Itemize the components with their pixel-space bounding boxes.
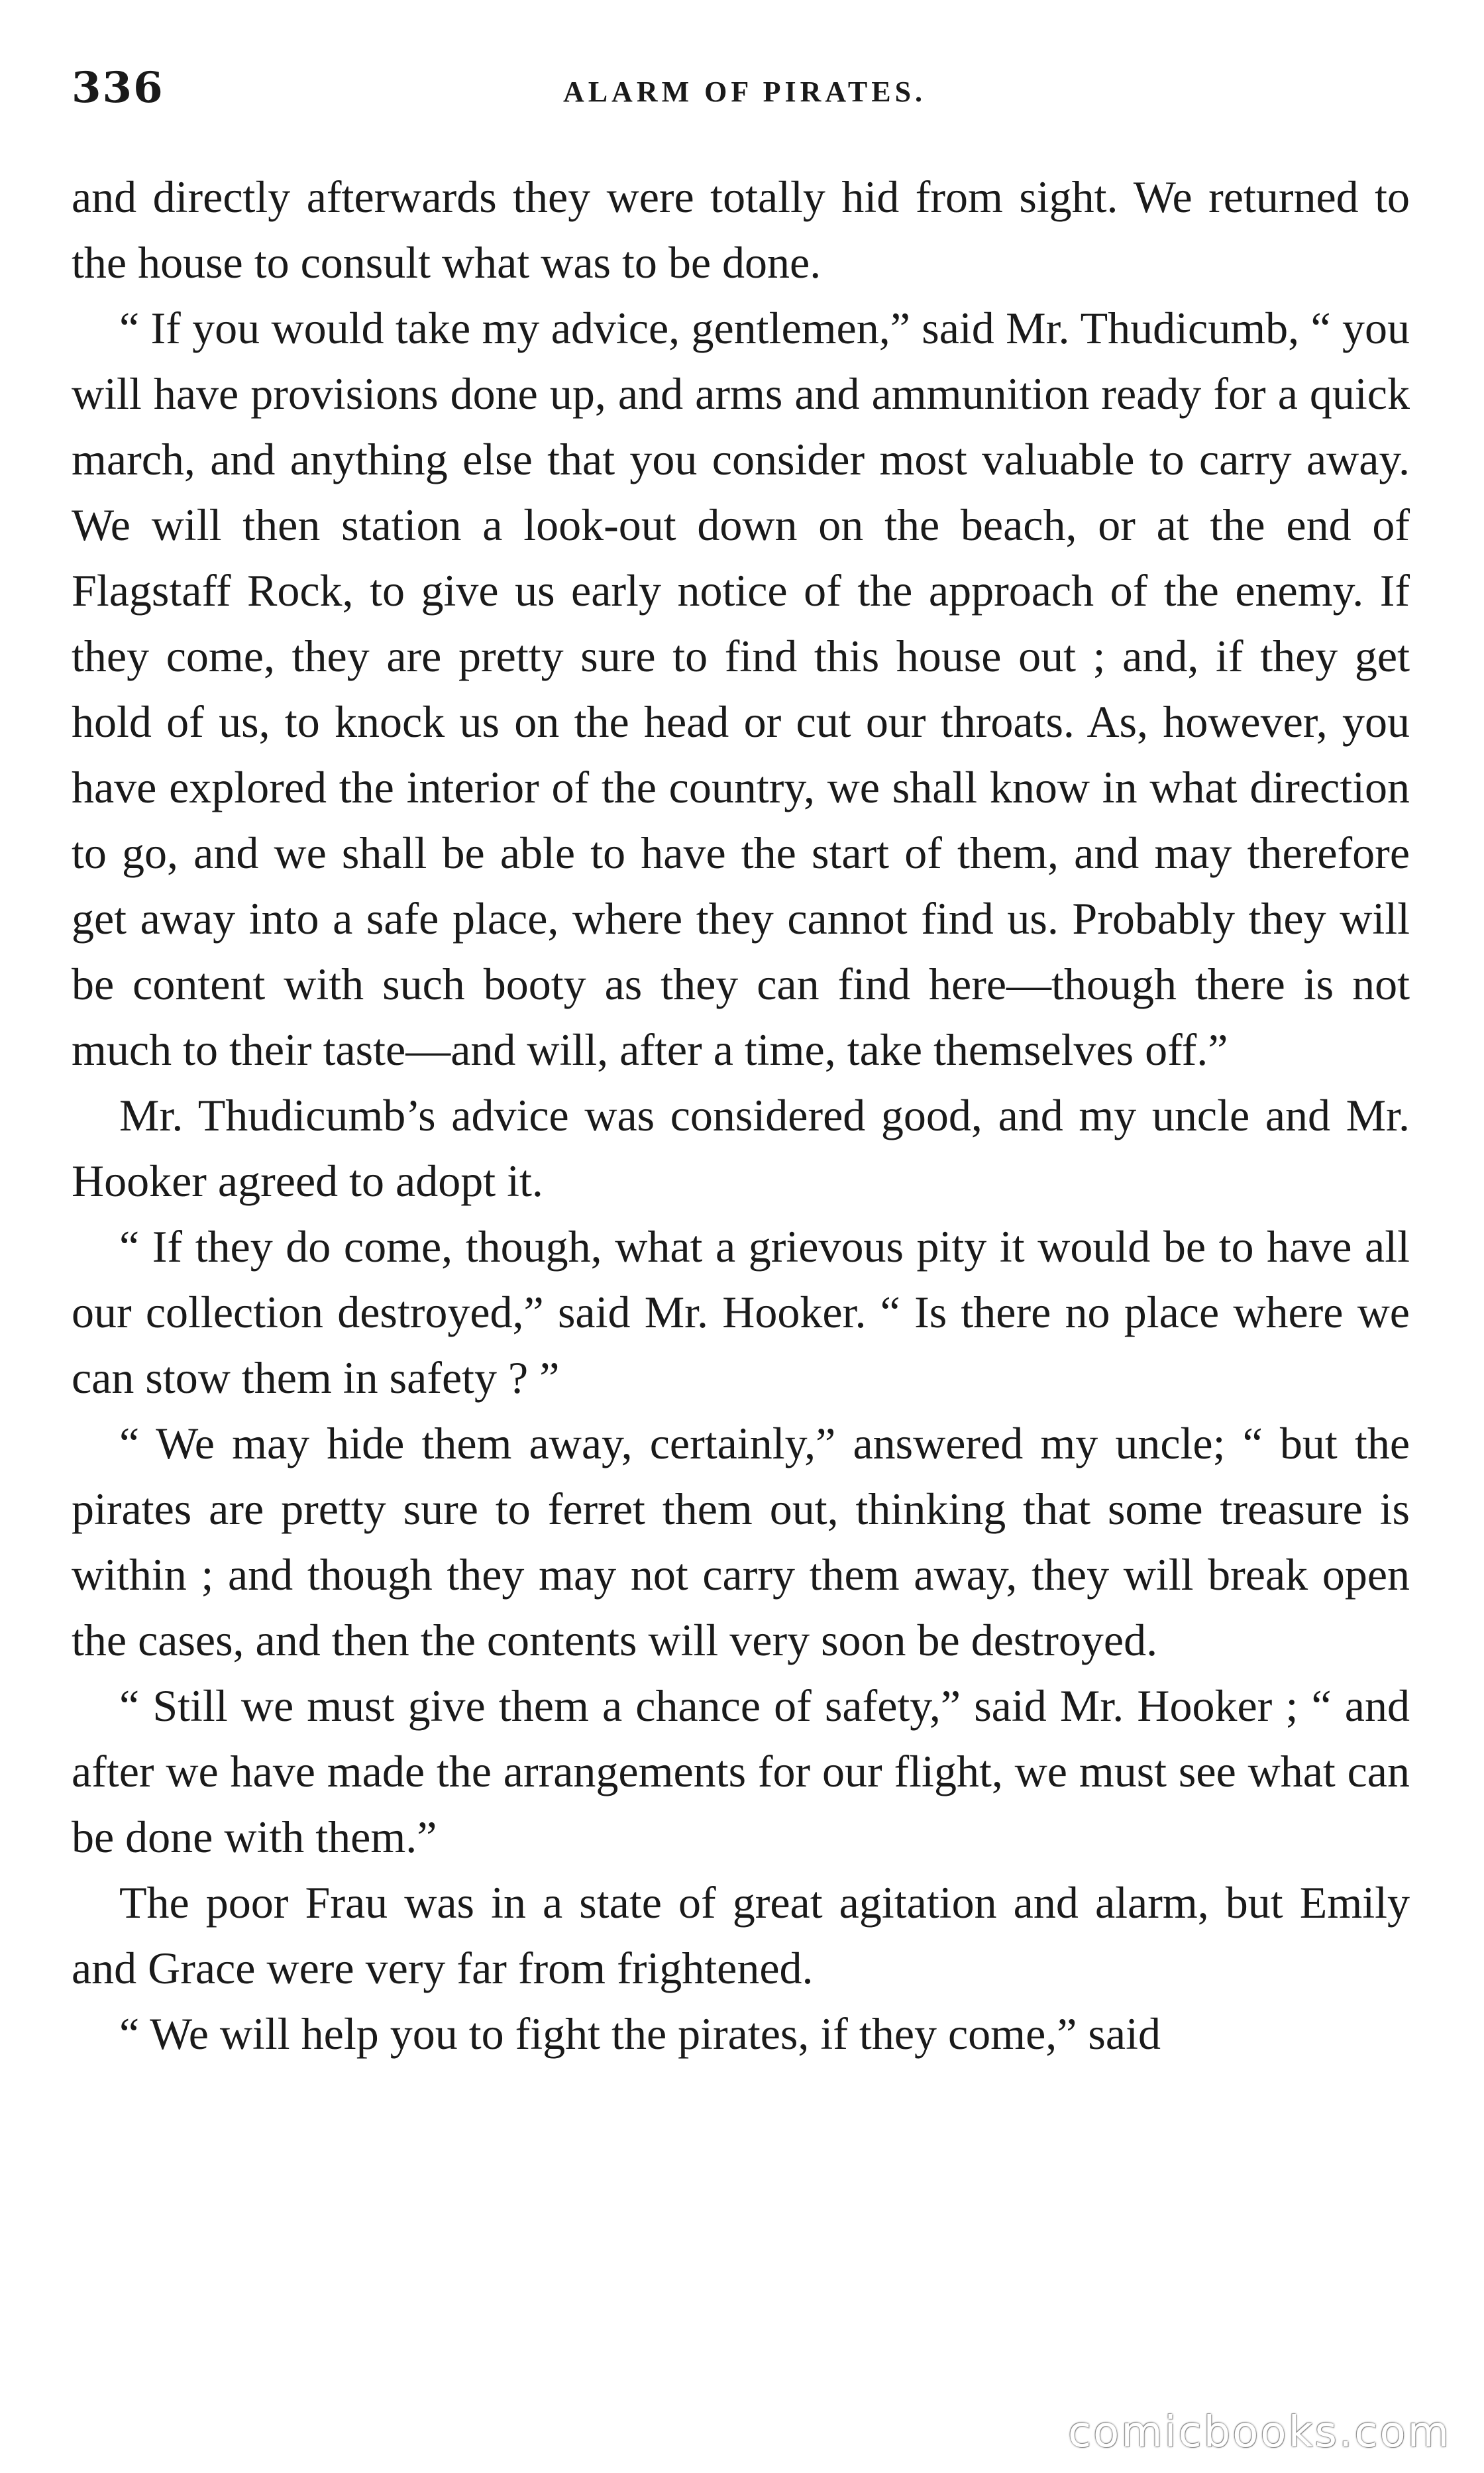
paragraph-8: “ We will help you to fight the pirates, if they come,” said [119,2008,1161,2059]
page-header [72,58,1418,118]
watermark-logo: comicbooks.com [1067,2408,1451,2457]
body-text [72,164,1410,2067]
paragraph-2: “ If you would take my advice, gentlemen,” said Mr. Thudicumb, “ you will have provisions done up, and arms and ammunition ready for a quick march, and anything else that you consider most valuable to carry away. We will then station a look-out down on the beach, or at the end of Flagstaff Rock, to give us early notice of the approach of the enemy. If they come, they are pretty sure to find this house out ; and, if they get hold of us, to knock us on the head or cut our throats. As, however, you have explored the interior of the country, we shall know in what direction to go, and we shall be able to have the start of them, and may therefore get away into a safe place, where they cannot find us. Probably they will be content with such booty as they can find here—though there is not much to their taste—and will, after a time, take themselves off.” [72,303,1410,1075]
page-number: 336 [72,63,164,113]
paragraph-1: and directly afterwards they were totally hid from sight. We returned to the house to consult what was to be done. [72,172,1410,288]
running-title: ALARM OF PIRATES. [562,76,927,108]
paragraph-3: Mr. Thudicumb’s advice was considered good, and my uncle and Mr. Hooker agreed to adopt it. [72,1090,1410,1206]
paragraph-7: The poor Frau was in a state of great agitation and alarm, but Emily and Grace were very far from frightened. [72,1877,1410,1993]
paragraph-6: “ Still we must give them a chance of safety,” said Mr. Hooker ; “ and after we have made the arrangements for our flight, we must see what can be done with them.” [72,1680,1410,1862]
paragraph-5: “ We may hide them away, certainly,” answered my uncle; “ but the pirates are pretty sure to ferret them out, thinking that some treasure is within ; and though they may not carry them away, they will break open the cases, and then the contents will very soon be destroyed. [72,1418,1410,1665]
paragraph-4: “ If they do come, though, what a grievous pity it would be to have all our collection destroyed,” said Mr. Hooker. “ Is there no place where we can stow them in safety ? ” [72,1221,1410,1403]
